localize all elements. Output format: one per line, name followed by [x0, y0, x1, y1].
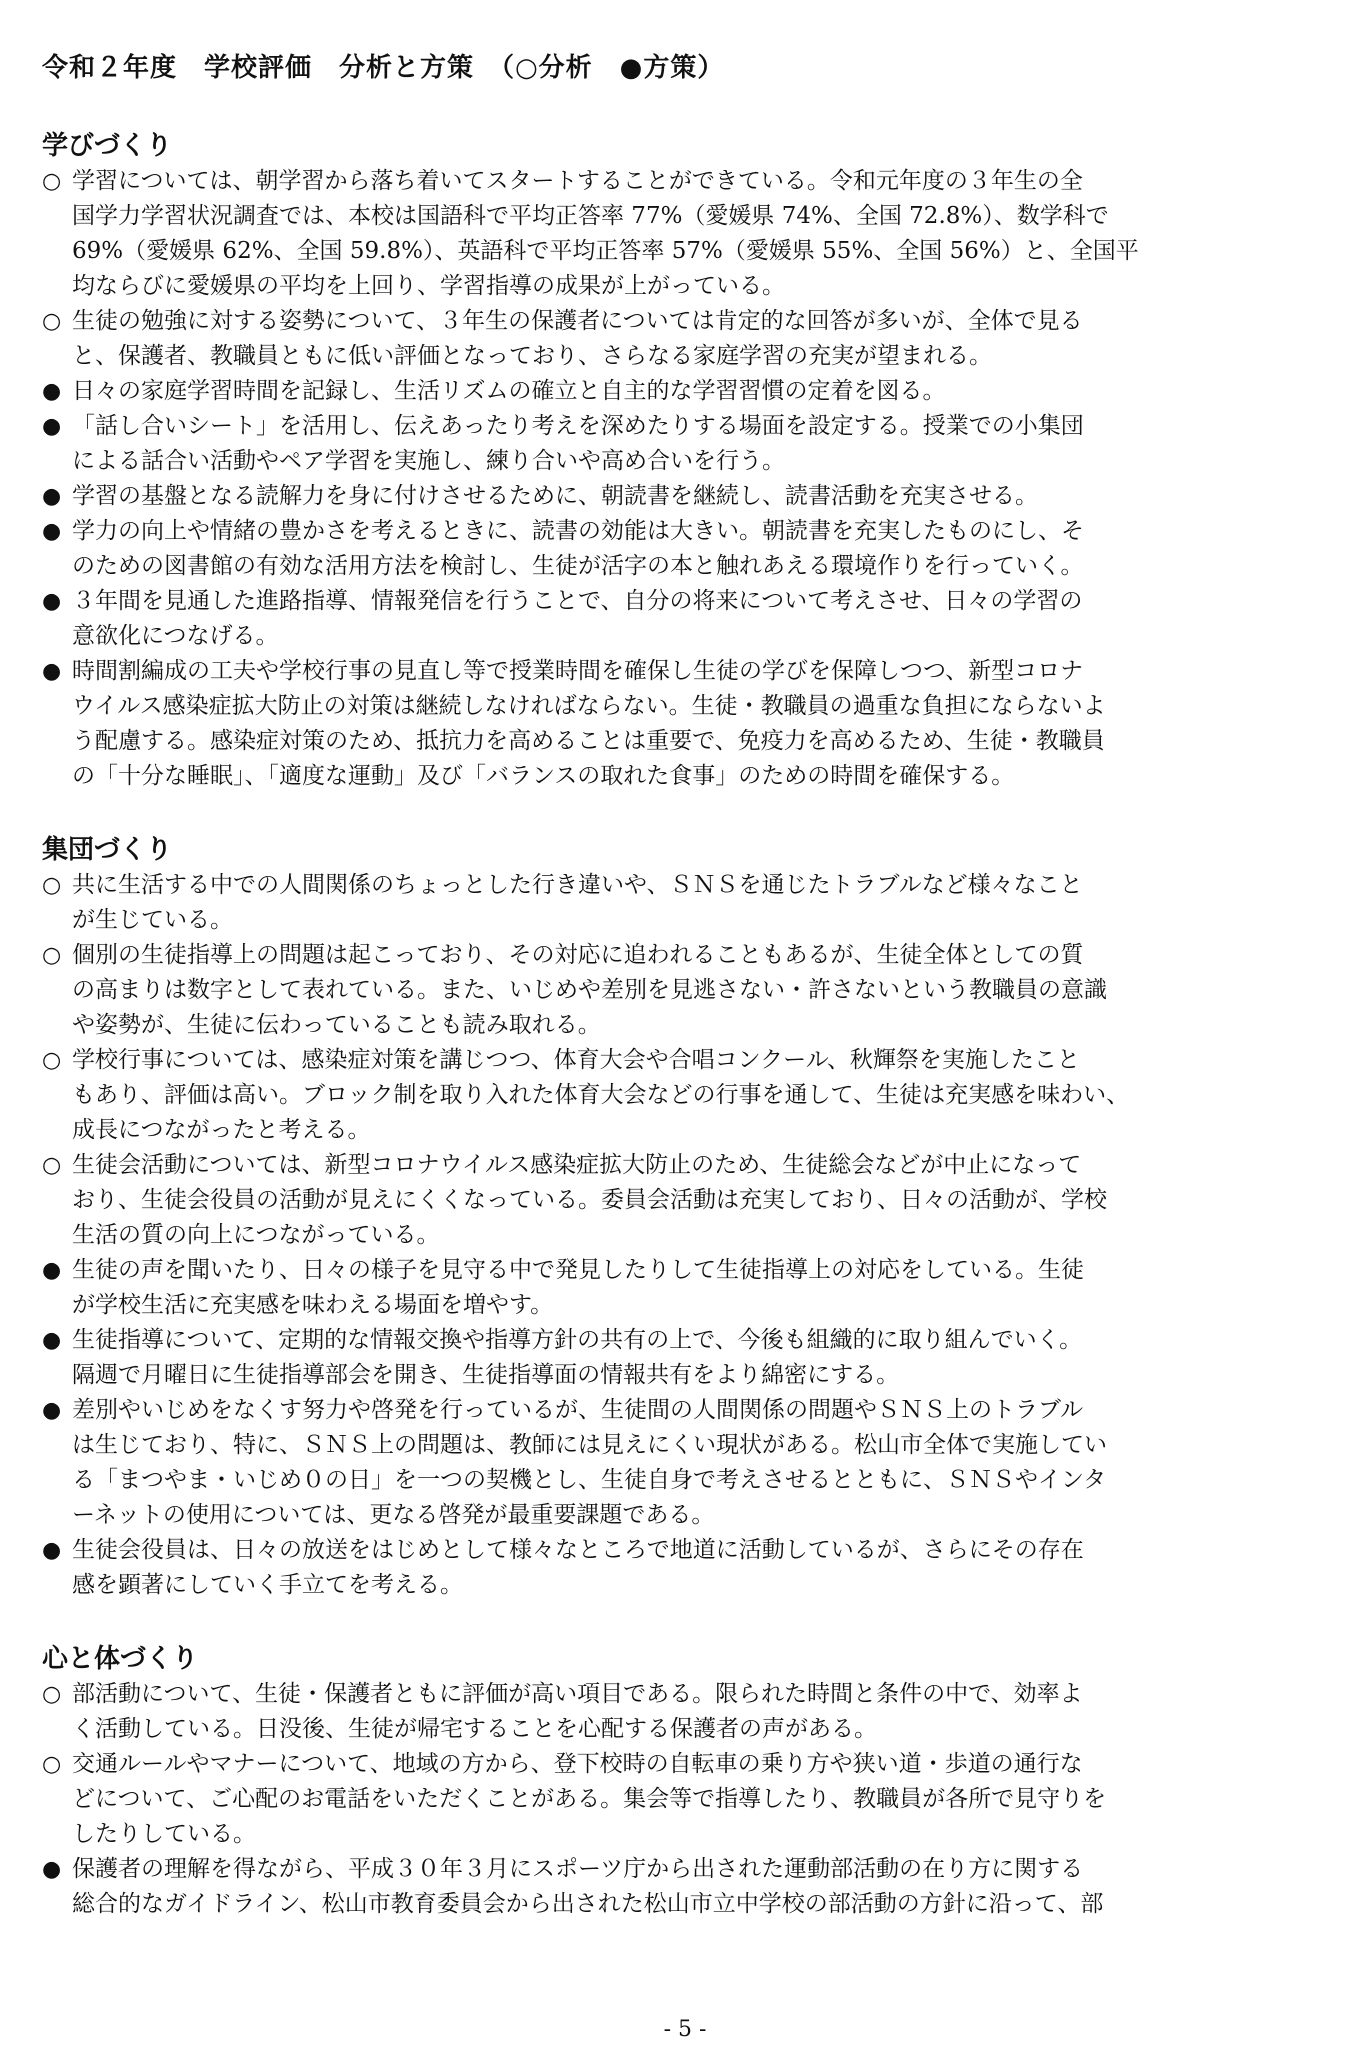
item-text-line: る「まつやま・いじめ０の日」を一つの契機とし、生徒自身で考えさせるとともに、ＳＮＳやインタ: [72, 1467, 1107, 1493]
item-text-line: 生活の質の向上につながっている。: [72, 1222, 440, 1248]
measure-item: [42, 584, 1317, 654]
item-text: [72, 1747, 1317, 1852]
section-heading: 集団づくり: [42, 835, 173, 865]
item-text-line: く活動している。日没後、生徒が帰宅することを心配する保護者の声がある。: [72, 1716, 877, 1742]
item-text-line: 成長につながったと考える。: [72, 1117, 371, 1143]
analysis-item: [42, 1043, 1317, 1148]
item-text: [72, 479, 1317, 514]
item-text: [72, 304, 1317, 374]
measure-item: [42, 1253, 1317, 1323]
measure-item: [42, 1323, 1317, 1393]
item-text: [72, 1533, 1317, 1603]
analysis-item: [42, 938, 1317, 1043]
item-text: [72, 1148, 1317, 1253]
analysis-item: [42, 1148, 1317, 1253]
item-list: [42, 1677, 1317, 1922]
item-text-line: 日々の家庭学習時間を記録し、生活リズムの確立と自主的な学習習慣の定着を図る。: [72, 378, 946, 404]
item-text: [72, 1677, 1317, 1747]
item-text-line: による話合い活動やペア学習を実施し、練り合いや高め合いを行う。: [72, 448, 785, 474]
measure-item: [42, 1393, 1317, 1533]
item-text-line: 生徒会活動については、新型コロナウイルス感染症拡大防止のため、生徒総会などが中止になって: [72, 1152, 1082, 1178]
analysis-marker-icon: ○: [42, 169, 62, 194]
analysis-marker-icon: ○: [42, 1682, 62, 1707]
analysis-item: [42, 868, 1317, 938]
analysis-item: [42, 1747, 1317, 1852]
analysis-marker-icon: ○: [42, 1752, 62, 1777]
measure-item: [42, 1533, 1317, 1603]
item-text-line: 生徒指導について、定期的な情報交換や指導方針の共有の上で、今後も組織的に取り組んでいく。: [72, 1327, 1083, 1353]
measure-item: [42, 1852, 1317, 1922]
item-text-line: 国学力学習状況調査では、本校は国語科で平均正答率 77%（愛媛県 74%、全国 72.8%）、数学科で: [72, 203, 1109, 229]
measure-marker-icon: ●: [42, 414, 62, 439]
item-text-line: ウイルス感染症拡大防止の対策は継続しなければならない。生徒・教職員の過重な負担にならないよ: [72, 693, 1106, 719]
section-1: [42, 832, 1317, 1603]
item-text-line: のための図書館の有効な活用方法を検討し、生徒が活字の本と触れあえる環境作りを行っていく。: [72, 553, 1084, 579]
item-text-line: 学習については、朝学習から落ち着いてスタートすることができている。令和元年度の３年生の全: [72, 168, 1083, 194]
page-number: - 5 -: [663, 2017, 707, 2042]
item-text-line: ３年間を見通した進路指導、情報発信を行うことで、自分の将来について考えさせ、日々の学習の: [72, 588, 1083, 614]
analysis-item: [42, 1677, 1317, 1747]
item-text-line: おり、生徒会役員の活動が見えにくくなっている。委員会活動は充実しており、日々の活動が、学校: [72, 1187, 1107, 1213]
item-text-line: は生じており、特に、ＳＮＳ上の問題は、教師には見えにくい現状がある。松山市全体で実施してい: [72, 1432, 1107, 1458]
analysis-marker-icon: ○: [42, 1153, 62, 1178]
item-text-line: 部活動について、生徒・保護者ともに評価が高い項目である。限られた時間と条件の中で、効率よ: [72, 1681, 1083, 1707]
measure-item: [42, 514, 1317, 584]
item-text-line: と、保護者、教職員ともに低い評価となっており、さらなる家庭学習の充実が望まれる。: [72, 343, 992, 369]
measure-marker-icon: ●: [42, 1328, 62, 1353]
item-list: [42, 868, 1317, 1603]
section-heading: 学びづくり: [42, 131, 173, 161]
measure-marker-icon: ●: [42, 589, 62, 614]
item-text: [72, 654, 1317, 794]
item-text-line: 69%（愛媛県 62%、全国 59.8%）、英語科で平均正答率 57%（愛媛県 55%、全国 56%）と、全国平: [72, 238, 1139, 264]
item-text-line: 意欲化につなげる。: [72, 623, 279, 649]
item-text: [72, 1323, 1317, 1393]
sections-container: [42, 128, 1317, 1922]
item-text-line: 「話し合いシート」を活用し、伝えあったり考えを深めたりする場面を設定する。授業での小集団: [72, 413, 1084, 439]
item-text-line: 均ならびに愛媛県の平均を上回り、学習指導の成果が上がっている。: [72, 273, 785, 299]
item-text: [72, 938, 1317, 1043]
item-text-line: 個別の生徒指導上の問題は起こっており、その対応に追われることもあるが、生徒全体としての質: [72, 942, 1084, 968]
item-text-line: どについて、ご心配のお電話をいただくことがある。集会等で指導したり、教職員が各所で見守りを: [72, 1786, 1107, 1812]
measure-marker-icon: ●: [42, 1398, 62, 1423]
item-text-line: ーネットの使用については、更なる啓発が最重要課題である。: [72, 1502, 715, 1528]
item-text: [72, 1043, 1317, 1148]
item-text-line: 学習の基盤となる読解力を身に付けさせるために、朝読書を継続し、読書活動を充実させる。: [72, 483, 1038, 509]
item-text-line: 隔週で月曜日に生徒指導部会を開き、生徒指導面の情報共有をより綿密にする。: [72, 1362, 900, 1388]
item-text-line: の「十分な睡眠」、「適度な運動」及び「バランスの取れた食事」のための時間を確保する。: [72, 763, 1015, 789]
measure-marker-icon: ●: [42, 379, 62, 404]
item-text-line: 学校行事については、感染症対策を講じつつ、体育大会や合唱コンクール、秋輝祭を実施したこと: [72, 1047, 1080, 1073]
measure-marker-icon: ●: [42, 1538, 62, 1563]
analysis-item: [42, 164, 1317, 304]
item-text-line: が生じている。: [72, 907, 233, 933]
item-text-line: 交通ルールやマナーについて、地域の方から、登下校時の自転車の乗り方や狭い道・歩道の通行な: [72, 1751, 1083, 1777]
item-text-line: もあり、評価は高い。ブロック制を取り入れた体育大会などの行事を通して、生徒は充実感を味わい、: [72, 1082, 1130, 1108]
analysis-marker-icon: ○: [42, 1048, 62, 1073]
item-text: [72, 514, 1317, 584]
measure-marker-icon: ●: [42, 1258, 62, 1283]
item-text-line: 共に生活する中での人間関係のちょっとした行き違いや、ＳＮＳを通じたトラブルなど様々なこと: [72, 872, 1083, 898]
measure-marker-icon: ●: [42, 484, 62, 509]
section-2: [42, 1641, 1317, 1922]
item-text-line: の高まりは数字として表れている。また、いじめや差別を見逃さない・許さないという教職員の意識: [72, 977, 1107, 1003]
item-list: [42, 164, 1317, 794]
item-text: [72, 1393, 1317, 1533]
document-title: 令和２年度 学校評価 分析と方策 （○分析 ●方策）: [42, 53, 725, 83]
item-text-line: 感を顕著にしていく手立てを考える。: [72, 1572, 463, 1598]
item-text-line: 差別やいじめをなくす努力や啓発を行っているが、生徒間の人間関係の問題やＳＮＳ上のトラブル: [72, 1397, 1084, 1423]
item-text: [72, 1852, 1317, 1922]
section-0: [42, 128, 1317, 794]
item-text-line: や姿勢が、生徒に伝わっていることも読み取れる。: [72, 1012, 601, 1038]
section-heading: 心と体づくり: [42, 1644, 199, 1674]
analysis-marker-icon: ○: [42, 873, 62, 898]
item-text: [72, 1253, 1317, 1323]
analysis-marker-icon: ○: [42, 309, 62, 334]
item-text-line: 学力の向上や情緒の豊かさを考えるときに、読書の効能は大きい。朝読書を充実したものにし、そ: [72, 518, 1084, 544]
item-text-line: が学校生活に充実感を味わえる場面を増やす。: [72, 1292, 554, 1318]
item-text-line: う配慮する。感染症対策のため、抵抗力を高めることは重要で、免疫力を高めるため、生徒・教職員: [72, 728, 1105, 754]
analysis-marker-icon: ○: [42, 943, 62, 968]
item-text-line: したりしている。: [72, 1821, 256, 1847]
measure-marker-icon: ●: [42, 1857, 62, 1882]
item-text: [72, 409, 1317, 479]
measure-item: [42, 374, 1317, 409]
item-text-line: 保護者の理解を得ながら、平成３０年３月にスポーツ庁から出された運動部活動の在り方に関する: [72, 1856, 1084, 1882]
item-text: [72, 868, 1317, 938]
document-page: [42, 42, 1317, 1922]
measure-item: [42, 479, 1317, 514]
item-text: [72, 164, 1317, 304]
item-text-line: 総合的なガイドライン、松山市教育委員会から出された松山市立中学校の部活動の方針に沿って、部: [72, 1891, 1104, 1917]
measure-item: [42, 654, 1317, 794]
item-text: [72, 584, 1317, 654]
measure-marker-icon: ●: [42, 519, 62, 544]
item-text-line: 生徒の声を聞いたり、日々の様子を見守る中で発見したりして生徒指導上の対応をしている。生徒: [72, 1257, 1084, 1283]
analysis-item: [42, 304, 1317, 374]
measure-item: [42, 409, 1317, 479]
item-text-line: 生徒会役員は、日々の放送をはじめとして様々なところで地道に活動しているが、さらにその存在: [72, 1537, 1084, 1563]
item-text-line: 生徒の勉強に対する姿勢について、３年生の保護者については肯定的な回答が多いが、全体で見る: [72, 308, 1083, 334]
item-text-line: 時間割編成の工夫や学校行事の見直し等で授業時間を確保し生徒の学びを保障しつつ、新型コロナ: [72, 658, 1084, 684]
measure-marker-icon: ●: [42, 659, 62, 684]
item-text: [72, 374, 1317, 409]
